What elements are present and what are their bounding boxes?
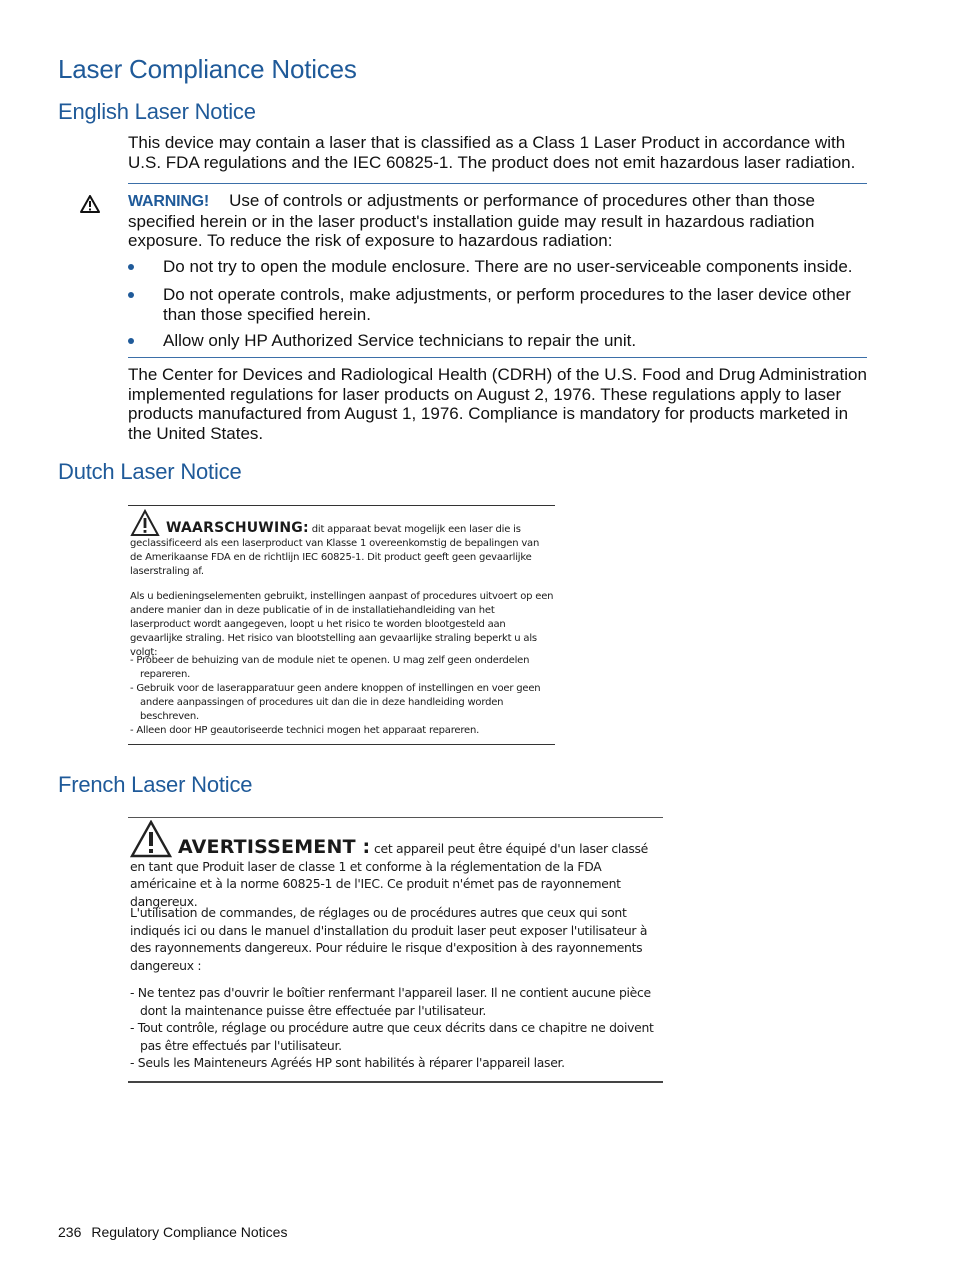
bullet-icon: [128, 292, 134, 298]
list-item: [128, 257, 870, 277]
warning-bottom-rule: [128, 357, 867, 358]
list-item-text: Do not try to open the module enclosure. There are no user-serviceable components inside.: [163, 257, 853, 276]
box-bottom-rule: [128, 744, 555, 745]
box-bottom-rule: [128, 1081, 663, 1083]
page-footer: [58, 1222, 287, 1242]
list-item-text: Do not operate controls, make adjustments, or perform procedures to the laser device other than those specified herein.: [163, 285, 851, 324]
box-top-rule: [128, 817, 663, 818]
box-top-rule: [128, 505, 555, 506]
french-intro: cet appareil peut être équipé d'un laser classé en tant que Produit laser de classe 1 et conforme à la réglementation de la FDA américaine et à la norme 60825-1 de l'IEC. Ce produit n'émet pas de rayonnement dangereux.: [130, 841, 648, 909]
dutch-notice-box: [128, 505, 555, 745]
french-warning-label: AVERTISSEMENT :: [178, 836, 371, 858]
warning-triangle-icon: [80, 195, 100, 213]
page-title: Laser Compliance Notices: [58, 54, 357, 84]
dutch-paragraph-1: [130, 521, 554, 579]
list-item: - Gebruik voor de laserapparatuur geen andere knoppen of instellingen en voer geen andere aanpassingen of procedures uit dan die in deze handleiding worden beschreven.: [130, 683, 541, 722]
footer-section: Regulatory Compliance Notices: [91, 1224, 288, 1240]
english-intro: This device may contain a laser that is classified as a Class 1 Laser Product in accordance with U.S. FDA regulations and the IEC 60825-1. The product does not emit hazardous laser radiation.: [128, 133, 856, 172]
warning-top-rule: [128, 183, 867, 184]
list-item: - Seuls les Mainteneurs Agréés HP sont habilités à réparer l'appareil laser.: [130, 1055, 565, 1071]
dutch-paragraph-2: Als u bedieningselementen gebruikt, instellingen aanpast of procedures uitvoert op een andere manier dan in deze publicatie of in de installatiehandleiding van het laserproduct wordt aangegeven, loopt u het risico te worden blootgesteld aan gevaarlijke straling. Het risico van blootstelling aan gevaarlijke straling beperkt u als volgt:: [130, 591, 554, 658]
cdrh-paragraph: The Center for Devices and Radiological Health (CDRH) of the U.S. Food and Drug Administration implemented regulations for laser products on August 2, 1976. These regulations apply to laser products manufactured from August 1, 1976. Compliance is mandatory for products marketed in the United States.: [128, 365, 867, 443]
english-heading: English Laser Notice: [58, 99, 256, 124]
list-item: - Tout contrôle, réglage ou procédure autre que ceux décrits dans ce chapitre ne doivent pas être effectués par l'utilisateur.: [130, 1020, 654, 1053]
french-heading: French Laser Notice: [58, 772, 253, 797]
dutch-list: [130, 654, 554, 738]
warning-label: WARNING!: [128, 193, 210, 210]
french-paragraph-1: [130, 836, 663, 910]
list-item: [128, 285, 870, 325]
list-item: [128, 331, 870, 351]
dutch-heading: Dutch Laser Notice: [58, 459, 242, 484]
bullet-icon: [128, 264, 134, 270]
list-item-text: Allow only HP Authorized Service technicians to repair the unit.: [163, 331, 637, 350]
list-item: - Probeer de behuizing van de module niet te openen. U mag zelf geen onderdelen repareren.: [130, 655, 530, 680]
page-number: 236: [58, 1224, 82, 1240]
bullet-icon: [128, 338, 134, 344]
warning-text: Use of controls or adjustments or performance of procedures other than those specified herein or in the laser product's installation guide may result in hazardous radiation exposure. To reduce the risk of exposure to hazardous radiation:: [128, 191, 815, 251]
list-item: - Ne tentez pas d'ouvrir le boîtier renfermant l'appareil laser. Il ne contient aucune pièce dont la maintenance puisse être effectuée par l'utilisateur.: [130, 985, 651, 1018]
warning-block: [128, 191, 870, 251]
dutch-warning-label: WAARSCHUWING:: [166, 520, 309, 536]
french-notice-box: [128, 817, 663, 1083]
list-item: - Alleen door HP geautoriseerde technici mogen het apparaat repareren.: [130, 725, 480, 736]
french-list: [130, 984, 663, 1072]
dutch-intro: dit apparaat bevat mogelijk een laser die is geclassificeerd als een laserproduct van Klasse 1 overeenkomstig de bepalingen van de Amerikaanse FDA en de richtlijn IEC 60825-1. Dit product geeft geen gevaarlijke laserstraling af.: [130, 524, 540, 577]
french-paragraph-2: L'utilisation de commandes, de réglages ou de procédures autres que ceux qui sont indiqués ici ou dans le manuel d'installation du produit laser peut exposer l'utilisateur à des rayonnements dangereux. Pour réduire le risque d'exposition à des rayonnements dangereux :: [130, 905, 648, 973]
